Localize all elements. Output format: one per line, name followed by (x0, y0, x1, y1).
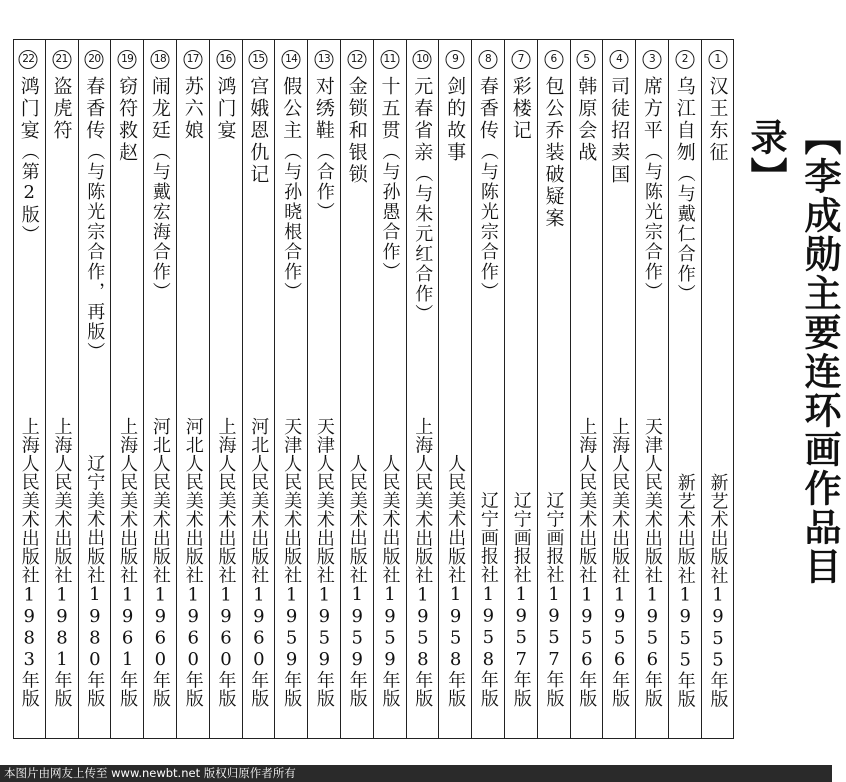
work-title-block (12, 76, 45, 245)
work-publisher: 人民美术出版社1959年版 (346, 454, 368, 708)
work-publisher: 辽宁画报社1957年版 (543, 491, 565, 708)
work-publisher: 上海人民美术出版社1981年版 (51, 417, 73, 708)
work-title-block (472, 76, 504, 302)
work-column (602, 40, 635, 738)
works-table (13, 39, 734, 739)
work-column (406, 40, 439, 738)
work-publisher: 新艺术出版社1955年版 (674, 472, 696, 708)
work-number: 15 (249, 50, 268, 69)
work-column (242, 40, 275, 738)
work-title-block (571, 76, 603, 164)
work-column (668, 40, 701, 738)
watermark-footer: 本图片由网友上传至 www.newbt.net 版权归原作者所有 (0, 765, 832, 782)
work-number: 21 (52, 50, 71, 69)
work-title: 司徒招卖国 (608, 76, 631, 186)
work-column (373, 40, 406, 738)
work-number: 5 (577, 50, 596, 69)
work-column (45, 40, 78, 738)
work-title-block (275, 76, 307, 302)
work-title: 苏六娘 (181, 76, 204, 142)
work-number: 19 (118, 50, 137, 69)
work-publisher: 人民美术出版社1958年版 (445, 454, 467, 708)
work-publisher: 天津人民美术出版社1956年版 (641, 417, 663, 708)
work-column (438, 40, 471, 738)
work-number: 18 (150, 50, 169, 69)
work-title-block (702, 76, 734, 164)
work-note: （与戴宏海合作） (149, 142, 171, 302)
work-publisher: 上海人民美术出版社1956年版 (576, 417, 598, 708)
work-title: 鸿门宴 (17, 76, 40, 142)
work-column (78, 40, 111, 738)
work-title-block (243, 76, 275, 186)
work-title-block (144, 76, 176, 302)
work-title-block (111, 76, 143, 164)
work-number: 3 (642, 50, 661, 69)
work-number: 13 (314, 50, 333, 69)
work-title-block (79, 76, 111, 362)
work-number: 6 (544, 50, 563, 69)
work-publisher: 新艺术出版社1955年版 (707, 472, 729, 708)
work-title: 十五贯 (378, 76, 401, 142)
work-title: 盗虎符 (50, 76, 73, 142)
work-number: 9 (446, 50, 465, 69)
work-title-block (669, 76, 701, 304)
work-column (110, 40, 143, 738)
work-number: 10 (413, 50, 432, 69)
work-title: 席方平 (640, 76, 663, 142)
work-number: 12 (347, 50, 366, 69)
work-column (274, 40, 307, 738)
work-title-block (603, 76, 635, 186)
work-number: 7 (511, 50, 530, 69)
work-title: 假公主 (280, 76, 303, 142)
work-column (143, 40, 176, 738)
work-title-block (341, 76, 373, 186)
work-title-block (407, 76, 439, 324)
work-title: 闹龙廷 (148, 76, 171, 142)
work-note: （与陈光宗合作） (641, 142, 663, 302)
work-title: 韩原会战 (575, 76, 598, 164)
work-title-block (636, 76, 668, 302)
work-publisher: 上海人民美术出版社1958年版 (412, 417, 434, 708)
work-column (209, 40, 242, 738)
work-note: （与孙愚合作） (379, 142, 401, 282)
work-publisher: 人民美术出版社1959年版 (379, 454, 401, 708)
work-column (537, 40, 570, 738)
work-title: 元春省亲 (411, 76, 434, 164)
work-title-block (374, 76, 406, 282)
work-column (635, 40, 668, 738)
work-note: （第2版） (18, 142, 40, 245)
work-title: 窃符救赵 (116, 76, 139, 164)
work-note: （与朱元红合作） (412, 164, 434, 324)
work-title: 对绣鞋 (312, 76, 335, 142)
work-number: 11 (380, 50, 399, 69)
work-column (570, 40, 603, 738)
work-number: 20 (85, 50, 104, 69)
work-title: 彩楼记 (509, 76, 532, 142)
work-number: 1 (708, 50, 727, 69)
work-title: 春香传 (476, 76, 499, 142)
work-number: 8 (478, 50, 497, 69)
work-publisher: 河北人民美术出版社1960年版 (182, 417, 204, 708)
work-title-block (46, 76, 78, 142)
work-publisher: 天津人民美术出版社1959年版 (281, 417, 303, 708)
work-title: 金锁和银锁 (345, 76, 368, 186)
work-title: 鸿门宴 (214, 76, 237, 142)
work-title: 春香传 (83, 76, 106, 142)
work-title-block (538, 76, 570, 230)
work-column (340, 40, 373, 738)
work-publisher: 河北人民美术出版社1960年版 (248, 417, 270, 708)
work-number: 17 (183, 50, 202, 69)
work-number: 22 (19, 50, 38, 69)
work-publisher: 上海人民美术出版社1956年版 (609, 417, 631, 708)
work-number: 14 (282, 50, 301, 69)
work-publisher: 上海人民美术出版社1960年版 (215, 417, 237, 708)
work-note: （与陈光宗合作，再版） (84, 142, 106, 362)
work-number: 4 (610, 50, 629, 69)
work-column (701, 40, 734, 738)
work-note: （合作） (313, 142, 335, 222)
work-title-block (505, 76, 537, 142)
work-title-block (308, 76, 340, 222)
work-note: （与戴仁合作） (674, 164, 696, 304)
work-title: 包公乔装破疑案 (542, 76, 565, 230)
work-column (176, 40, 209, 738)
work-title: 剑的故事 (444, 76, 467, 164)
work-title: 宫娥恩仇记 (247, 76, 270, 186)
work-publisher: 辽宁画报社1957年版 (510, 491, 532, 708)
work-title-block (439, 76, 471, 164)
work-title-block (210, 76, 242, 142)
work-note: （与陈光宗合作） (477, 142, 499, 302)
work-note: （与孙晓根合作） (281, 142, 303, 302)
work-column (307, 40, 340, 738)
work-column (471, 40, 504, 738)
work-publisher: 辽宁美术出版社1980年版 (84, 454, 106, 708)
work-number: 16 (216, 50, 235, 69)
work-publisher: 上海人民美术出版社1961年版 (117, 417, 139, 708)
work-column (12, 40, 45, 738)
work-title-block (177, 76, 209, 142)
work-publisher: 河北人民美术出版社1960年版 (149, 417, 171, 708)
work-title: 汉王东征 (706, 76, 729, 164)
work-column (504, 40, 537, 738)
work-publisher: 辽宁画报社1958年版 (477, 491, 499, 708)
work-number: 2 (675, 50, 694, 69)
work-title: 乌江自刎 (673, 76, 696, 164)
page-title: 【李成勋主要连环画作品目录】 (744, 118, 841, 586)
work-publisher: 天津人民美术出版社1959年版 (313, 417, 335, 708)
work-publisher: 上海人民美术出版社1983年版 (18, 417, 40, 708)
